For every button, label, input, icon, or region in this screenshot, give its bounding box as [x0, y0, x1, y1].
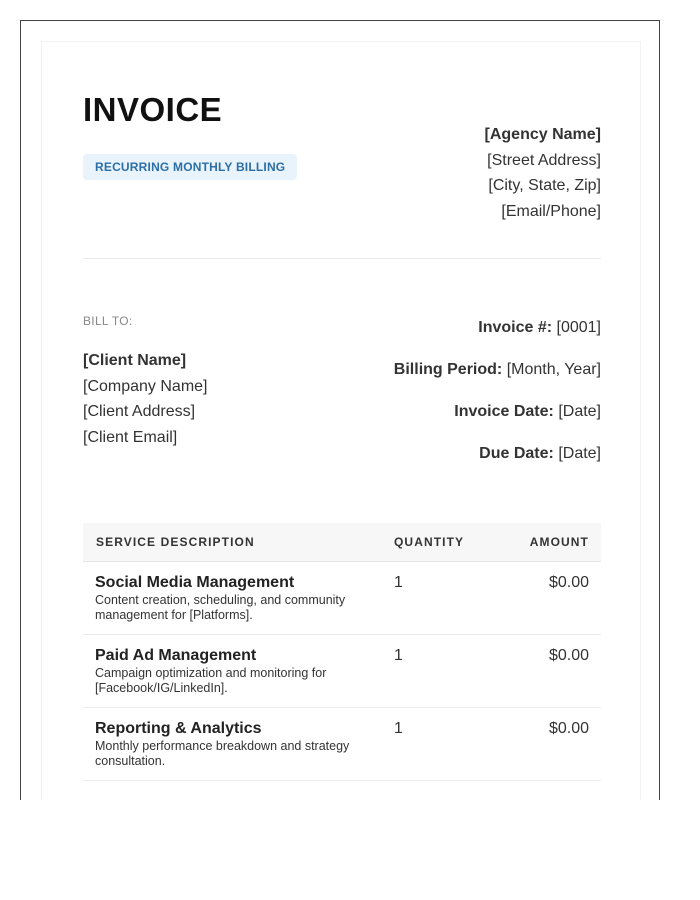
column-header-amount: AMOUNT [529, 535, 589, 549]
invoice-number-label: Invoice #: [478, 319, 553, 336]
services-table [83, 523, 601, 781]
service-description: Content creation, scheduling, and community management for [Platforms]. [95, 593, 346, 622]
due-date-value: [Date] [558, 445, 601, 462]
service-quantity: 1 [394, 574, 403, 591]
service-name: Paid Ad Management [95, 647, 257, 664]
bill-to-label: BILL TO: [83, 314, 133, 328]
invoice-meta [394, 316, 601, 484]
header-divider [83, 258, 601, 259]
billing-period-value: [Month, Year] [506, 361, 601, 378]
invoice-header [83, 90, 601, 250]
service-amount: $0.00 [548, 720, 589, 737]
client-address: [Client Address] [83, 403, 196, 420]
service-description: Campaign optimization and monitoring for [Facebook/IG/LinkedIn]. [95, 666, 327, 695]
client-name: [Client Name] [83, 352, 187, 369]
invoice-number-value: [0001] [556, 319, 601, 336]
table-row [83, 562, 601, 635]
due-date-row [394, 442, 601, 484]
table-header [83, 523, 601, 562]
column-header-description: SERVICE DESCRIPTION [96, 535, 255, 549]
client-info [83, 348, 208, 450]
agency-contact: [Email/Phone] [501, 202, 601, 220]
service-amount: $0.00 [548, 574, 589, 591]
service-description: Monthly performance breakdown and strategy consultation. [95, 739, 350, 768]
table-row [83, 708, 601, 781]
service-quantity: 1 [394, 647, 403, 664]
service-name: Social Media Management [95, 574, 295, 591]
table-row [83, 635, 601, 708]
service-amount: $0.00 [548, 647, 589, 664]
invoice-number-row [394, 316, 601, 358]
agency-info [485, 122, 601, 224]
invoice-date-row [394, 400, 601, 442]
agency-name: [Agency Name] [484, 126, 601, 143]
client-company: [Company Name] [83, 377, 208, 395]
client-email: [Client Email] [83, 428, 178, 446]
service-quantity: 1 [394, 720, 403, 737]
billing-period-row [394, 358, 601, 400]
billing-period-label: Billing Period: [393, 361, 503, 378]
invoice-title: INVOICE [83, 91, 223, 128]
column-header-quantity: QUANTITY [394, 535, 465, 549]
billing-type-badge: RECURRING MONTHLY BILLING [83, 154, 297, 180]
invoice-date-label: Invoice Date: [454, 403, 554, 420]
agency-street: [Street Address] [487, 151, 601, 169]
due-date-label: Due Date: [479, 445, 554, 462]
agency-city: [City, State, Zip] [488, 177, 601, 194]
invoice-sheet [41, 41, 641, 800]
service-name: Reporting & Analytics [95, 720, 262, 737]
invoice-frame [20, 20, 660, 800]
invoice-date-value: [Date] [558, 403, 601, 420]
